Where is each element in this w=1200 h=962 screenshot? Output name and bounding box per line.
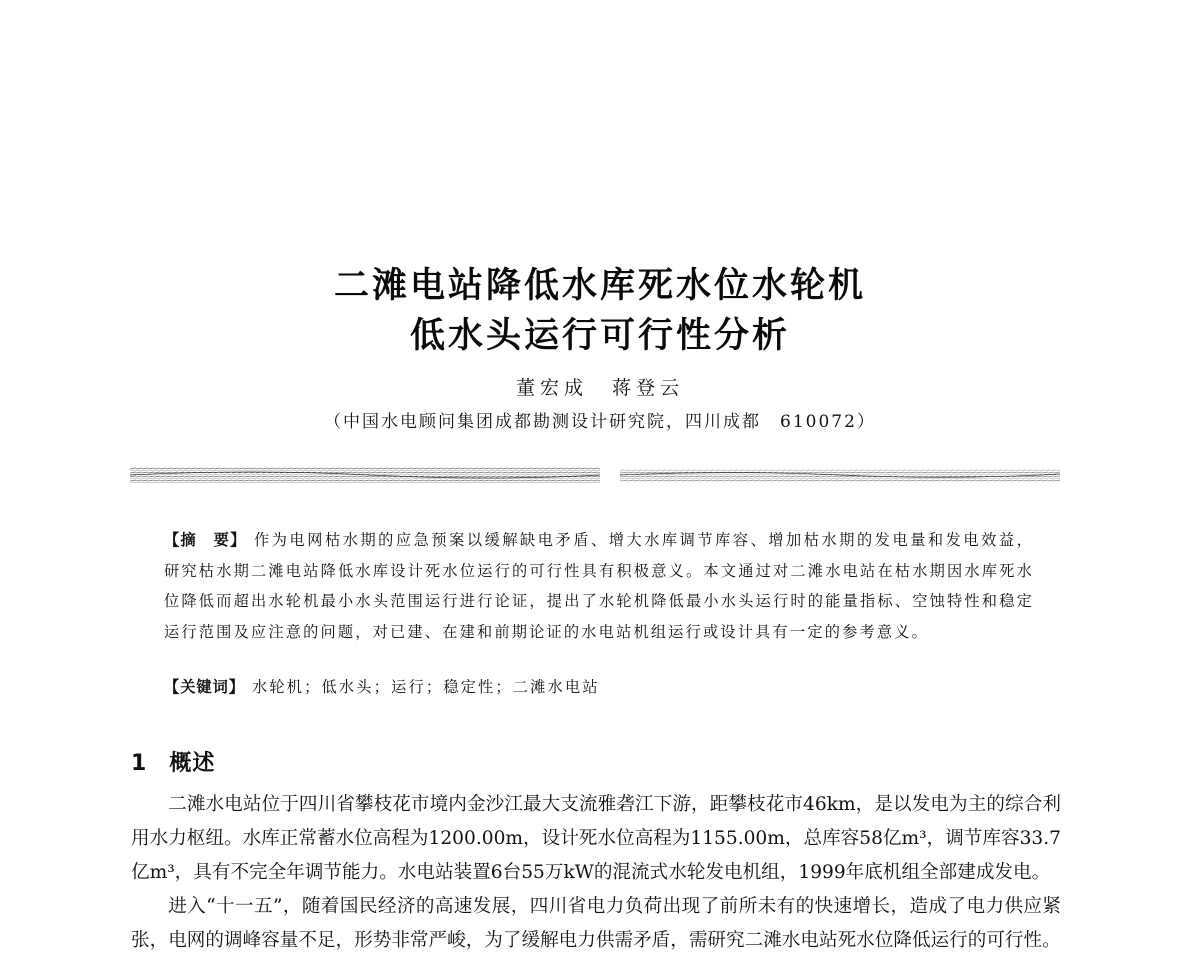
section-title: 概述 [169,751,216,776]
body-text [131,788,1061,958]
authors: 董宏成 蒋登云 [515,377,684,399]
abstract-text: 作为电网枯水期的应急预案以缓解缺电矛盾、增大水库调节库容、增加枯水期的发电量和发电效益，研究枯水期二滩电站降低水库设计死水位运行的可行性具有积极意义。本文通过对二滩水电站在枯水期因水库死水位降低而超出水轮机最小水头范围运行进行论证，提出了水轮机降低最小水头运行时的能量指标、空蚀特性和稳定运行范围及应注意的问题，对已建、在建和前期论证的水电站机组运行或设计具有一定的参考意义。 [164,531,1034,641]
keywords [164,672,1034,702]
abstract-label: 【摘 要】 [164,531,247,549]
keywords-text: 水轮机；低水头；运行；稳定性；二滩水电站 [251,678,600,696]
abstract [164,525,1034,647]
paragraph: 二滩水电站位于四川省攀枝花市境内金沙江最大支流雅砻江下游，距攀枝花市46km，是以发电为主的综合利用水力枢纽。水库正常蓄水位高程为1200.00m，设计死水位高程为1155.00m，总库容58亿m³，调节库容33.7亿m³，具有不完全年调节能力。水电站装置6台55万kW的混流式水轮发电机组，1999年底机组全部建成发电。 [131,794,1061,883]
paper-title-line-1: 二滩电站降低水库死水位水轮机 [333,266,866,306]
section-number: 1 [131,751,148,776]
paragraph: 进入“十一五”，随着国民经济的高速发展，四川省电力负荷出现了前所未有的快速增长，造成了电力供应紧张，电网的调峰容量不足，形势非常严峻，为了缓解电力供需矛盾，需研究二滩水电站死水位降低运行的可行性。 [131,896,1061,951]
section-heading [131,746,215,777]
paper-title-line-2: 低水头运行可行性分析 [409,316,790,356]
decorative-divider [130,463,1060,489]
affiliation: （中国水电顾问集团成都勘测设计研究院，四川成都 610072） [324,412,876,432]
keywords-label: 【关键词】 [164,678,245,696]
